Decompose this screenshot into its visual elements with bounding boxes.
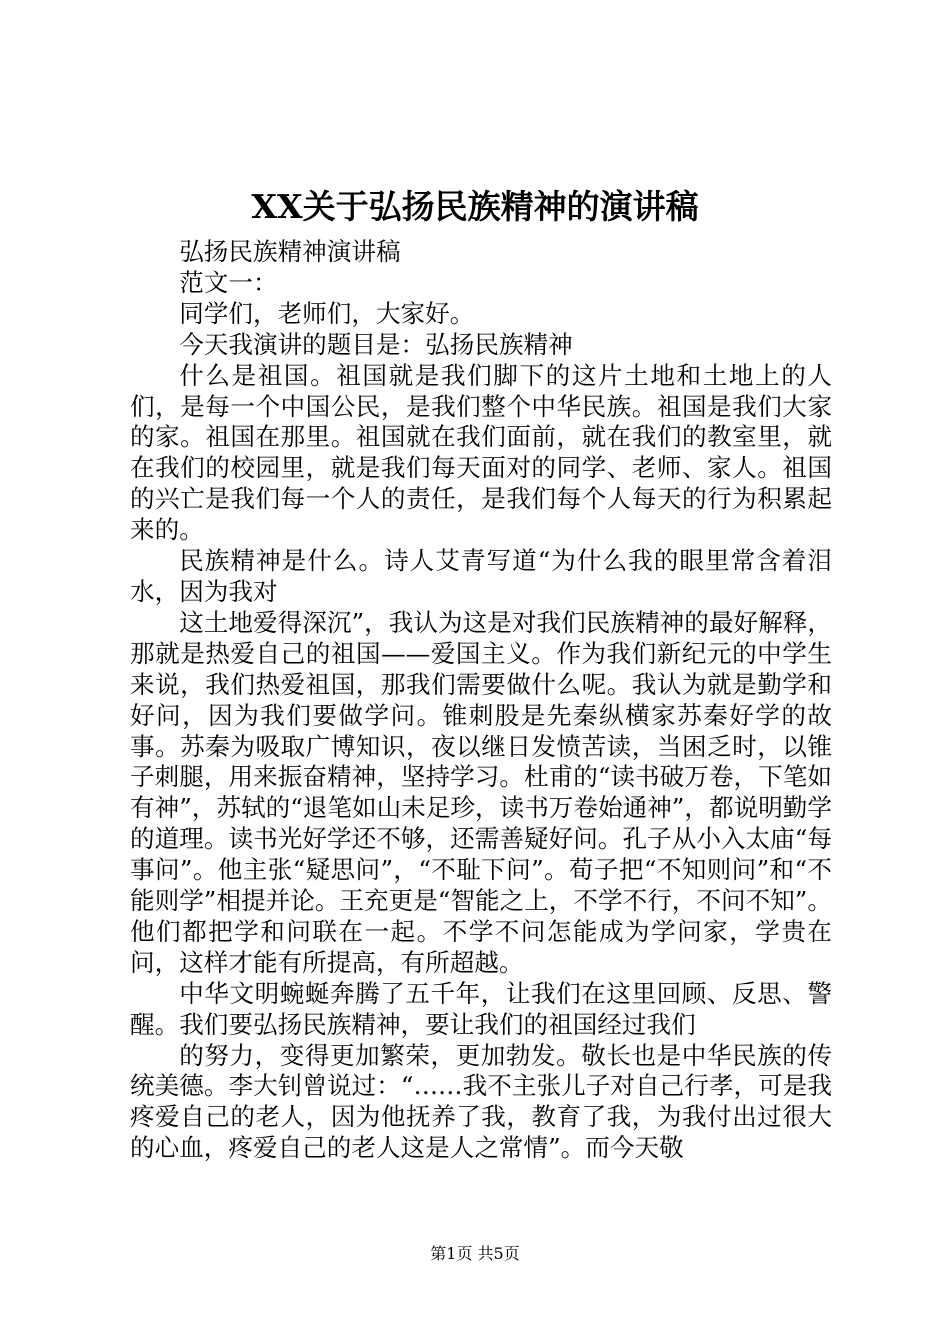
- paragraph-respect-elders: 的努力，变得更加繁荣，更加勃发。敬长也是中华民族的传统美德。李大钊曾说过：“……我不主张儿子对自己行孝，可是我疼爱自己的老人，因为他抚养了我，教育了我，为我付出过很大的心血，疼爱自己的老人这是人之常情”。而今天敬: [130, 1040, 832, 1163]
- paragraph-topic: 今天我演讲的题目是：弘扬民族精神: [179, 329, 573, 359]
- paragraph-greeting: 同学们，老师们，大家好。: [179, 298, 475, 328]
- paragraph-civilization: 中华文明蜿蜒奔腾了五千年，让我们在这里回顾、反思、警醒。我们要弘扬民族精神，要让我们的祖国经过我们: [130, 978, 832, 1039]
- paragraph-national-spirit: 民族精神是什么。诗人艾青写道“为什么我的眼里常含着泪水，因为我对: [130, 546, 832, 606]
- page-footer: 第1页 共5页: [430, 1244, 520, 1263]
- document-title: XX关于弘扬民族精神的演讲稿: [251, 187, 699, 226]
- paragraph-motherland: 什么是祖国。祖国就是我们脚下的这片土地和土地上的人们，是每一个中国公民，是我们整个中华民族。祖国是我们大家的家。祖国在那里。祖国就在我们面前，就在我们的教室里，就在我们的校园里，就是我们每天面对的同学、老师、家人。祖国的兴亡是我们每一个人的责任，是我们每个人每天的行为积累起来的。: [130, 360, 832, 545]
- paragraph-subtitle: 弘扬民族精神演讲稿: [179, 237, 401, 266]
- document-body: [130, 237, 832, 1164]
- paragraph-sample-label: 范文一：: [179, 267, 278, 297]
- paragraph-learning: 这土地爱得深沉”，我认为这是对我们民族精神的最好解释，那就是热爱自己的祖国——爱国主义。作为我们新纪元的中学生来说，我们热爱祖国，那我们需要做什么呢。我认为就是勤学和好问，因为我们要做学问。锥刺股是先秦纵横家苏秦好学的故事。苏秦为吸取广博知识，夜以继日发愤苦读，当困乏时，以锥子刺腿，用来振奋精神，坚持学习。杜甫的“读书破万卷，下笔如有神”，苏轼的“退笔如山未足珍，读书万卷始通神”，都说明勤学的道理。读书光好学还不够，还需善疑好问。孔子从小入太庙“每事问”。他主张“疑思问”，“不耻下问”。荀子把“不知则问”和“不能则学”相提并论。王充更是“智能之上，不学不行，不问不知”。他们都把学和问联在一起。不学不问怎能成为学问家，学贵在问，这样才能有所提高，有所超越。: [130, 607, 832, 977]
